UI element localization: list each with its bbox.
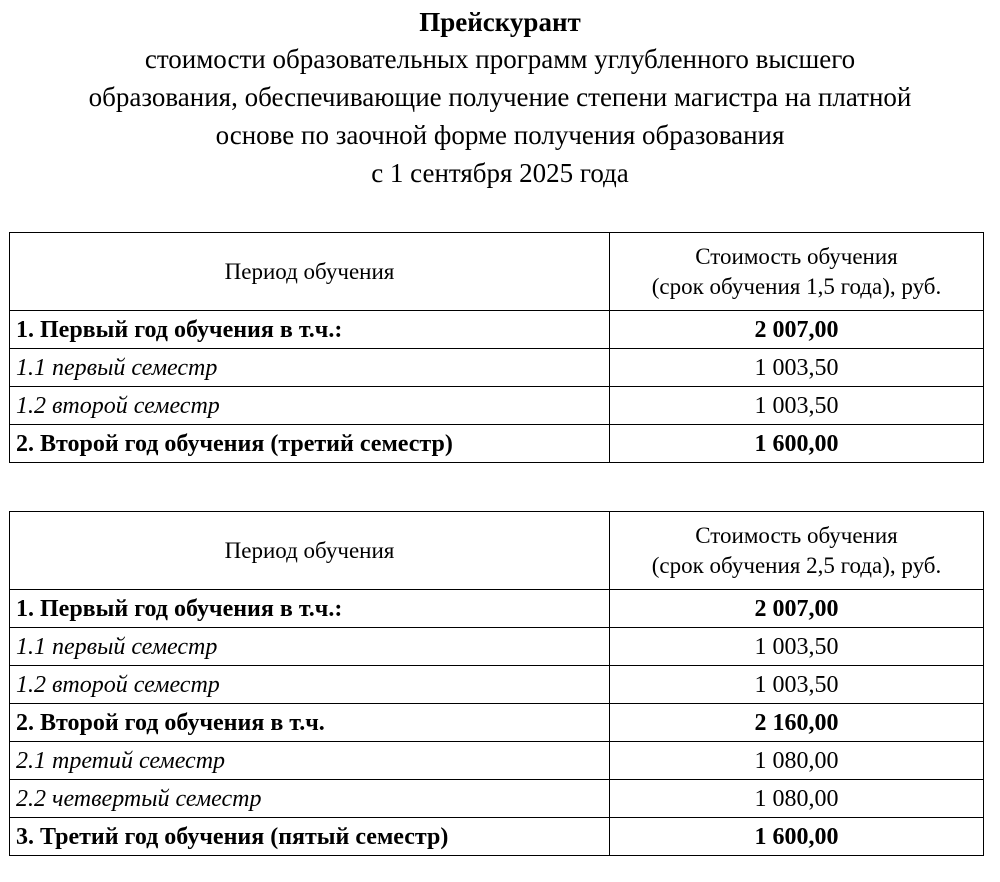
cost-cell: 1 080,00 (610, 742, 984, 780)
document-title: Прейскурант (419, 7, 581, 37)
period-cell: 2.2 четвертый семестр (10, 780, 610, 818)
period-cell: 1. Первый год обучения в т.ч.: (10, 311, 610, 349)
cost-cell: 2 007,00 (610, 590, 984, 628)
header-cost-line2: (срок обучения 2,5 года), руб. (651, 552, 942, 578)
table-row (10, 311, 984, 349)
price-table-2-5-years (9, 511, 984, 856)
subtitle-line: образования, обеспечивающие получение степени магистра на платной (88, 82, 912, 112)
cost-cell: 1 600,00 (610, 818, 984, 856)
period-cell: 1. Первый год обучения в т.ч.: (10, 590, 610, 628)
period-cell: 1.2 второй семестр (10, 387, 610, 425)
header-cost-line1: Стоимость обучения (695, 243, 898, 269)
price-table-1-5-years (9, 232, 984, 463)
table-row (10, 425, 984, 463)
period-cell: 3. Третий год обучения (пятый семестр) (10, 818, 610, 856)
cost-cell: 2 007,00 (610, 311, 984, 349)
subtitle-line: стоимости образовательных программ углубленного высшего (144, 44, 856, 74)
header-cost-line2: (срок обучения 1,5 года), руб. (651, 273, 942, 299)
period-cell: 2. Второй год обучения в т.ч. (10, 704, 610, 742)
header-period: Период обучения (10, 233, 610, 311)
table-row (10, 742, 984, 780)
cost-cell: 1 003,50 (610, 666, 984, 704)
table-header-row (10, 233, 984, 311)
table-row (10, 818, 984, 856)
period-cell: 1.1 первый семестр (10, 628, 610, 666)
period-cell: 1.1 первый семестр (10, 349, 610, 387)
period-cell: 2. Второй год обучения (третий семестр) (10, 425, 610, 463)
cost-cell: 1 600,00 (610, 425, 984, 463)
table-row (10, 590, 984, 628)
period-cell: 1.2 второй семестр (10, 666, 610, 704)
subtitle-line: с 1 сентября 2025 года (371, 158, 629, 188)
subtitle-line: основе по заочной форме получения образования (215, 120, 785, 150)
table-row (10, 387, 984, 425)
cost-cell: 2 160,00 (610, 704, 984, 742)
table-row (10, 628, 984, 666)
table-row (10, 704, 984, 742)
table-row (10, 780, 984, 818)
cost-cell: 1 003,50 (610, 387, 984, 425)
cost-cell: 1 003,50 (610, 628, 984, 666)
cost-cell: 1 003,50 (610, 349, 984, 387)
table-row (10, 666, 984, 704)
period-cell: 2.1 третий семестр (10, 742, 610, 780)
header-cost (610, 233, 984, 311)
document-header (0, 4, 1000, 192)
cost-cell: 1 080,00 (610, 780, 984, 818)
header-cost (610, 512, 984, 590)
header-period: Период обучения (10, 512, 610, 590)
table-row (10, 349, 984, 387)
header-cost-line1: Стоимость обучения (695, 522, 898, 548)
table-header-row (10, 512, 984, 590)
